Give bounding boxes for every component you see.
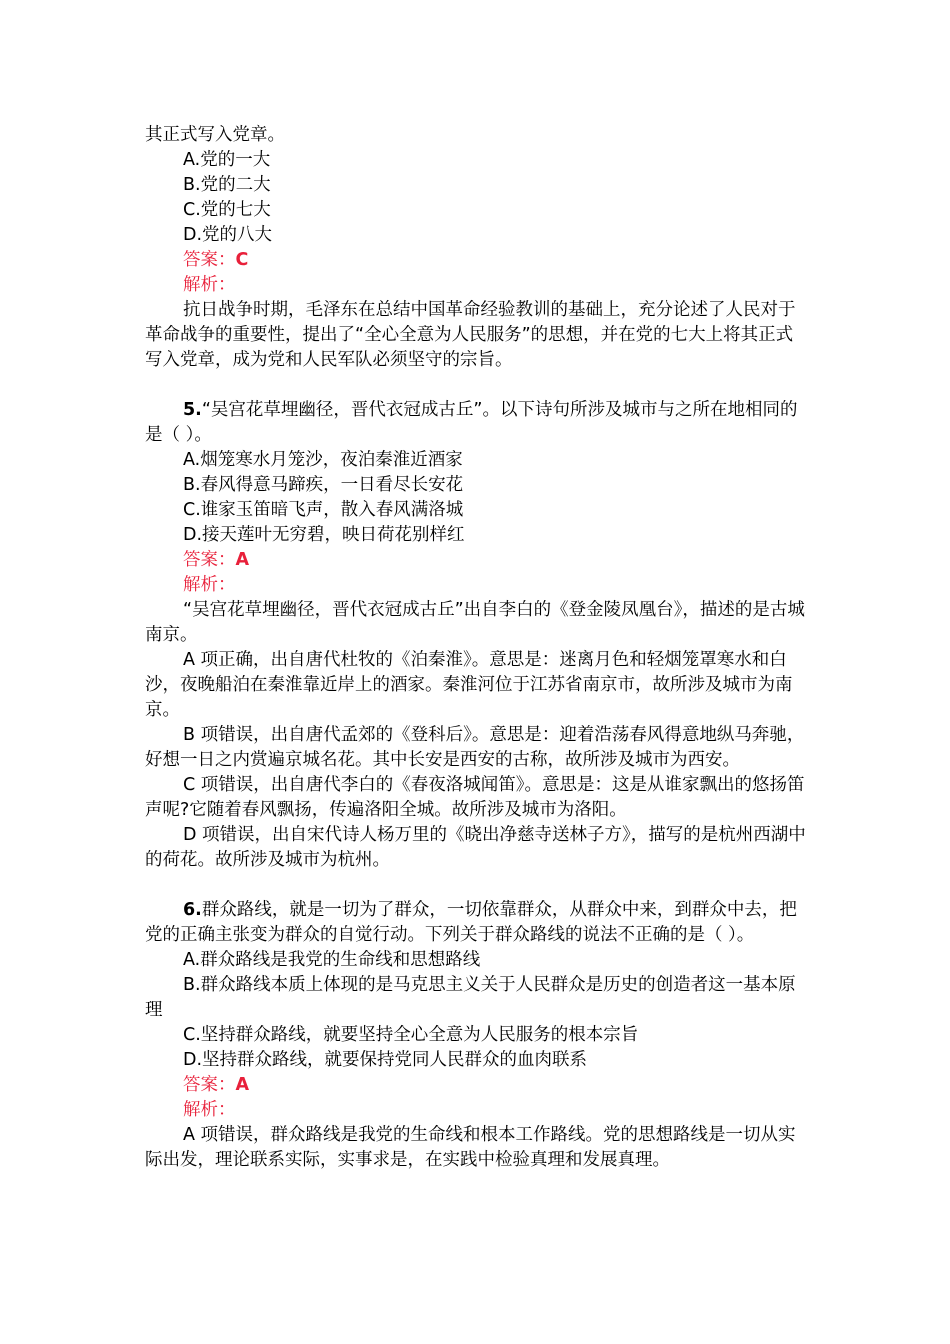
q6-analysis-paragraph: A 项错误，群众路线是我党的生命线和根本工作路线。党的思想路线是一切从实际出发，理论联系实际，实事求是，在实践中检验真理和发展真理。: [145, 1125, 796, 1170]
q5-analysis-paragraph: D 项错误，出自宋代诗人杨万里的《晓出净慈寺送林子方》，描写的是杭州西湖中的荷花。故所涉及城市为杭州。: [145, 825, 806, 870]
spacer: [145, 873, 810, 898]
answer-value: A: [235, 550, 250, 570]
q5-analysis-paragraph: B 项错误，出自唐代孟郊的《登科后》。意思是：迎着浩荡春风得意地纵马奔驰，好想一日之内赏遍京城名花。其中长安是西安的古称，故所涉及城市为西安。: [145, 725, 805, 770]
q5-option-d: D.接天莲叶无穷碧，映日荷花别样红: [183, 525, 465, 545]
question-number: 5.: [183, 400, 202, 420]
q4-analysis-label: 解析：: [183, 275, 236, 295]
q6-analysis-label: 解析：: [183, 1100, 236, 1120]
question-text: “吴宫花草埋幽径，晋代衣冠成古丘”。以下诗句所涉及城市与之所在地相同的是（ ）。: [145, 400, 798, 445]
q6-option-d: D.坚持群众路线，就要保持党同人民群众的血肉联系: [183, 1050, 588, 1070]
q5-option-a: A.烟笼寒水月笼沙，夜泊秦淮近酒家: [183, 450, 463, 470]
q4-option-b: B.党的二大: [183, 175, 271, 195]
q5-option-b: B.春风得意马蹄疾，一日看尽长安花: [183, 475, 464, 495]
q6-stem: [145, 898, 810, 948]
q5-analysis-paragraph: C 项错误，出自唐代李白的《春夜洛城闻笛》。意思是：这是从谁家飘出的悠扬笛声呢?它随着春风飘扬，传遍洛阳全城。故所涉及城市为洛阳。: [145, 775, 805, 820]
question-text: 群众路线，就是一切为了群众，一切依靠群众，从群众中来，到群众中去，把党的正确主张变为群众的自觉行动。下列关于群众路线的说法不正确的是（ ）。: [145, 900, 797, 945]
answer-label: 答案：: [183, 250, 236, 270]
q6-option-b: B.群众路线本质上体现的是马克思主义关于人民群众是历史的创造者这一基本原理: [145, 975, 796, 1020]
q4-option-a: A.党的一大: [183, 150, 271, 170]
q5-stem: [145, 398, 810, 448]
spacer: [145, 373, 810, 398]
document-content: [145, 123, 810, 1173]
answer-value: A: [235, 1075, 250, 1095]
q4-option-c: C.党的七大: [183, 200, 271, 220]
q4-stem-tail: 其正式写入党章。: [145, 125, 285, 145]
answer-label: 答案：: [183, 1075, 236, 1095]
q4-analysis-paragraph: 抗日战争时期，毛泽东在总结中国革命经验教训的基础上，充分论述了人民对于革命战争的重要性，提出了“全心全意为人民服务”的思想，并在党的七大上将其正式写入党章，成为党和人民军队必须坚守的宗旨。: [145, 300, 796, 370]
answer-label: 答案：: [183, 550, 236, 570]
q5-analysis-paragraph: “吴宫花草埋幽径，晋代衣冠成古丘”出自李白的《登金陵凤凰台》，描述的是古城南京。: [145, 600, 805, 645]
q6-option-a: A.群众路线是我党的生命线和思想路线: [183, 950, 481, 970]
q5-answer: [145, 548, 810, 573]
q6-answer: [145, 1073, 810, 1098]
q4-option-d: D.党的八大: [183, 225, 273, 245]
q5-analysis-label: 解析：: [183, 575, 236, 595]
question-number: 6.: [183, 900, 202, 920]
q5-option-c: C.谁家玉笛暗飞声，散入春风满洛城: [183, 500, 464, 520]
answer-value: C: [235, 250, 249, 270]
q5-analysis-paragraph: A 项正确，出自唐代杜牧的《泊秦淮》。意思是：迷离月色和轻烟笼罩寒水和白沙，夜晚船泊在秦淮靠近岸上的酒家。秦淮河位于江苏省南京市，故所涉及城市为南京。: [145, 650, 793, 720]
q6-option-c: C.坚持群众路线，就要坚持全心全意为人民服务的根本宗旨: [183, 1025, 639, 1045]
q4-answer: [145, 248, 810, 273]
